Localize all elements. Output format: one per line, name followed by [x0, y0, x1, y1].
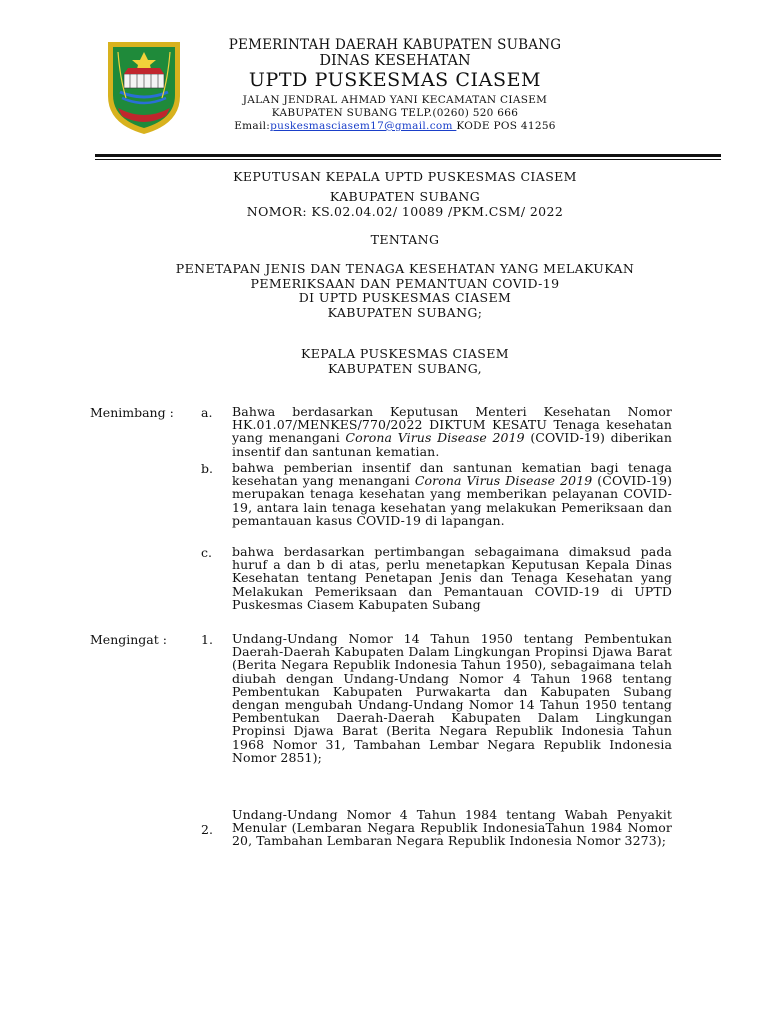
- menimbang-item-a: Bahwa berdasarkan Keputusan Menteri Kesehatan Nomor HK.01.07/MENKES/770/2022 DIKTUM KESATU Tenaga kesehatan yang menangani Corona Virus Disease 2019 (COVID-19) diberikan insentif dan santunan kematian.: [232, 404, 672, 459]
- mengingat-item-1: Undang-Undang Nomor 14 Tahun 1950 tentang Pembentukan Daerah-Daerah Kabupaten Dalam Lingkungan Propinsi Djawa Barat (Berita Negara Republik Indonesia Tahun 1950), sebagaimana telah diubah dengan Undang-Undang Nomor 4 Tahun 1968 tentang Pembentukan Kabupaten Purwakarta dan Kabupaten Subang dengan mengubah Undang-Undang Nomor 14 Tahun 1950 tentang Pembentukan Daerah-Daerah Kabupaten Dalam Lingkungan Propinsi Djawa Barat (Berita Negara Republik Indonesia Tahun 1968 Nomor 31, Tambahan Lembar Negara Republik Indonesia Nomor 2851);: [232, 631, 672, 765]
- email-label: Email:: [234, 120, 271, 132]
- subject-line-2: PEMERIKSAAN DAN PEMANTUAN COVID-19: [250, 275, 560, 291]
- decree-number: NOMOR: KS.02.04.02/ 10089 /PKM.CSM/ 2022: [246, 203, 564, 219]
- mengingat-item-2: Undang-Undang Nomor 4 Tahun 1984 tentang Wabah Penyakit Menular (Lembaran Negara Republik IndonesiaTahun 1984 Nomor 20, Tambahan Lembaran Negara Republik Indonesia Nomor 3273);: [232, 807, 672, 849]
- head-line-2: KABUPATEN SUBANG,: [327, 360, 483, 376]
- postal-code: KODE POS 41256: [456, 120, 556, 132]
- menimbang-label: Menimbang :: [90, 405, 174, 420]
- letterhead-rule-thin: [95, 159, 721, 160]
- government-name: PEMERINTAH DAERAH KABUPATEN SUBANG: [228, 37, 562, 53]
- head-line-1: KEPALA PUSKESMAS CIASEM: [301, 346, 509, 361]
- decree-head: [100, 347, 710, 376]
- menimbang-item-c: bahwa berdasarkan pertimbangan sebagaimana dimaksud pada huruf a dan b di atas, perlu menetapkan Keputusan Kepala Dinas Kesehatan tentang Penetapan Jenis dan Tenaga Kesehatan yang Melakukan Pemeriksaan dan Pemantauan COVID-19 di UPTD Puskesmas Ciasem Kabupaten Subang: [232, 544, 672, 612]
- address-line-1: JALAN JENDRAL AHMAD YANI KECAMATAN CIASEM: [242, 94, 548, 106]
- subject-line-1: PENETAPAN JENIS DAN TENAGA KESEHATAN YANG MELAKUKAN: [175, 261, 635, 276]
- letterhead: [190, 38, 600, 133]
- menimbang-item-b: bahwa pemberian insentif dan santunan kematian bagi tenaga kesehatan yang menangani Corona Virus Disease 2019 (COVID-19) merupakan tenaga kesehatan yang memberikan pelayanan COVID-19, antara lain tenaga kesehatan yang melakukan Pemeriksaan dan pemantauan kasus COVID-19 di lapangan.: [232, 460, 672, 528]
- kabupaten-subang-emblem: [104, 38, 184, 136]
- item-number: c.: [201, 545, 212, 560]
- institution-name: UPTD PUSKESMAS CIASEM: [248, 69, 542, 91]
- letterhead-rule-thick: [95, 154, 721, 157]
- item-number: a.: [201, 405, 213, 420]
- mengingat-label: Mengingat :: [90, 632, 167, 647]
- address-line-2: KABUPATEN SUBANG TELP.(0260) 520 666: [271, 107, 519, 119]
- item-number: 1.: [201, 632, 213, 647]
- decree-tentang: [100, 233, 710, 248]
- decree-title: [100, 170, 710, 185]
- decree-line-1: KEPUTUSAN KEPALA UPTD PUSKESMAS CIASEM: [233, 169, 577, 184]
- tentang-heading: TENTANG: [370, 232, 440, 247]
- contact-line: [190, 120, 600, 133]
- item-number: b.: [201, 461, 213, 476]
- department-name: DINAS KESEHATAN: [319, 53, 471, 69]
- subject-line-4: KABUPATEN SUBANG;: [327, 304, 483, 320]
- decree-subject: [100, 262, 710, 320]
- decree-line-2: KABUPATEN SUBANG: [329, 189, 481, 204]
- subject-line-3: DI UPTD PUSKESMAS CIASEM: [298, 290, 512, 305]
- item-number: 2.: [201, 822, 213, 837]
- email-link[interactable]: puskesmasciasem17@gmail.com: [270, 120, 457, 132]
- decree-region: [100, 190, 710, 219]
